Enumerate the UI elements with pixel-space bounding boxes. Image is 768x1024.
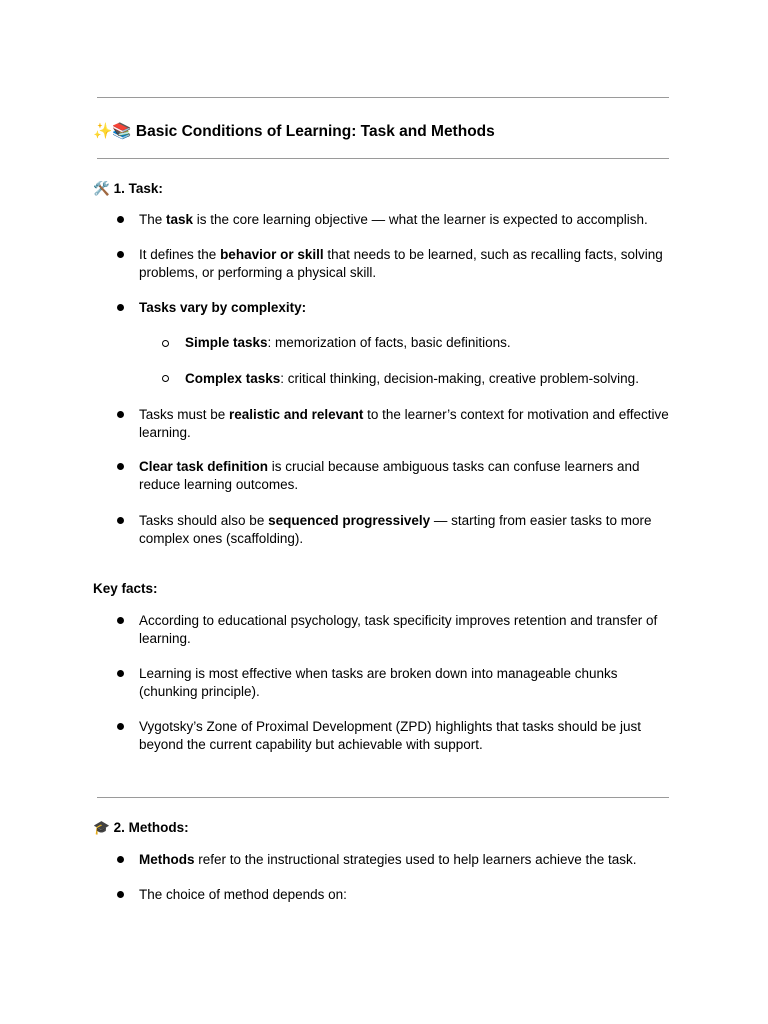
list-item-text: The <box>139 212 167 227</box>
list-item-text: Tasks must be <box>139 407 230 422</box>
list-item <box>139 406 679 442</box>
methods-heading-text: 2. Methods: <box>113 820 189 835</box>
list-item <box>139 458 679 494</box>
list-item-bold: Complex tasks <box>185 371 281 386</box>
list-item-text: — starting from easier tasks to more complex ones (scaffolding). <box>139 513 652 546</box>
bullet-icon <box>117 891 124 898</box>
bullet-icon <box>117 723 124 730</box>
bullet-icon <box>117 216 124 223</box>
list-item <box>139 851 679 869</box>
sparkles-books-icon: ✨📚 <box>93 122 132 140</box>
list-item <box>139 246 679 282</box>
methods-section-heading <box>93 819 189 837</box>
list-item: Vygotsky’s Zone of Proximal Development (ZPD) highlights that tasks should be just beyond the current capability but achievable with support. <box>139 719 641 752</box>
list-item: Learning is most effective when tasks are broken down into manageable chunks (chunking principle). <box>139 666 618 699</box>
list-item-bold: Clear task definition <box>139 459 269 474</box>
horizontal-rule <box>97 158 669 159</box>
list-item-text: to the learner’s context for motivation and effective learning. <box>139 407 669 440</box>
title-text: Basic Conditions of Learning: Task and Methods <box>135 123 495 140</box>
list-item <box>139 299 679 317</box>
horizontal-rule <box>97 797 669 798</box>
horizontal-rule <box>97 97 669 98</box>
list-item-bold: Simple tasks <box>185 335 268 350</box>
list-item-text: The choice of method depends on: <box>139 887 347 902</box>
list-item-bold: Tasks vary by complexity: <box>139 300 307 315</box>
list-item-bold: realistic and relevant <box>229 407 364 422</box>
list-item-text: is the core learning objective — what the learner is expected to accomplish. <box>193 212 648 227</box>
list-item-text: : critical thinking, decision-making, creative problem-solving. <box>280 371 639 386</box>
list-item: According to educational psychology, task specificity improves retention and transfer of learning. <box>139 613 658 646</box>
list-item-text: is crucial because ambiguous tasks can confuse learners and reduce learning outcomes. <box>139 459 640 492</box>
list-item-text: It defines the <box>139 247 221 262</box>
bullet-icon <box>117 856 124 863</box>
list-item-bold: Methods <box>139 852 195 867</box>
list-item <box>139 211 679 229</box>
hollow-bullet-icon <box>162 375 169 382</box>
tools-icon: 🛠️ <box>93 181 110 197</box>
page-title <box>93 121 495 142</box>
key-facts-heading <box>93 580 158 597</box>
sub-list-item <box>185 334 685 352</box>
bullet-icon <box>117 670 124 677</box>
task-section-heading <box>93 180 163 198</box>
graduation-cap-icon: 🎓 <box>93 820 110 836</box>
list-item-text: : memorization of facts, basic definitions. <box>267 335 511 350</box>
list-item-text: Tasks should also be <box>139 513 269 528</box>
list-item-bold: task <box>166 212 194 227</box>
list-item <box>139 886 679 904</box>
bullet-icon <box>117 251 124 258</box>
list-item-text: refer to the instructional strategies used to help learners achieve the task. <box>194 852 637 867</box>
bullet-icon <box>117 463 124 470</box>
sub-list-item <box>185 370 685 388</box>
bullet-icon <box>117 517 124 524</box>
bullet-icon <box>117 304 124 311</box>
key-facts-heading-text: Key facts: <box>93 581 158 596</box>
task-heading-text: 1. Task: <box>113 181 163 196</box>
list-item-text: that needs to be learned, such as recalling facts, solving problems, or performing a physical skill. <box>139 247 663 280</box>
bullet-icon <box>117 411 124 418</box>
bullet-icon <box>117 617 124 624</box>
hollow-bullet-icon <box>162 340 169 347</box>
list-item-bold: sequenced progressively <box>268 513 431 528</box>
list-item <box>139 512 679 548</box>
list-item-bold: behavior or skill <box>220 247 324 262</box>
